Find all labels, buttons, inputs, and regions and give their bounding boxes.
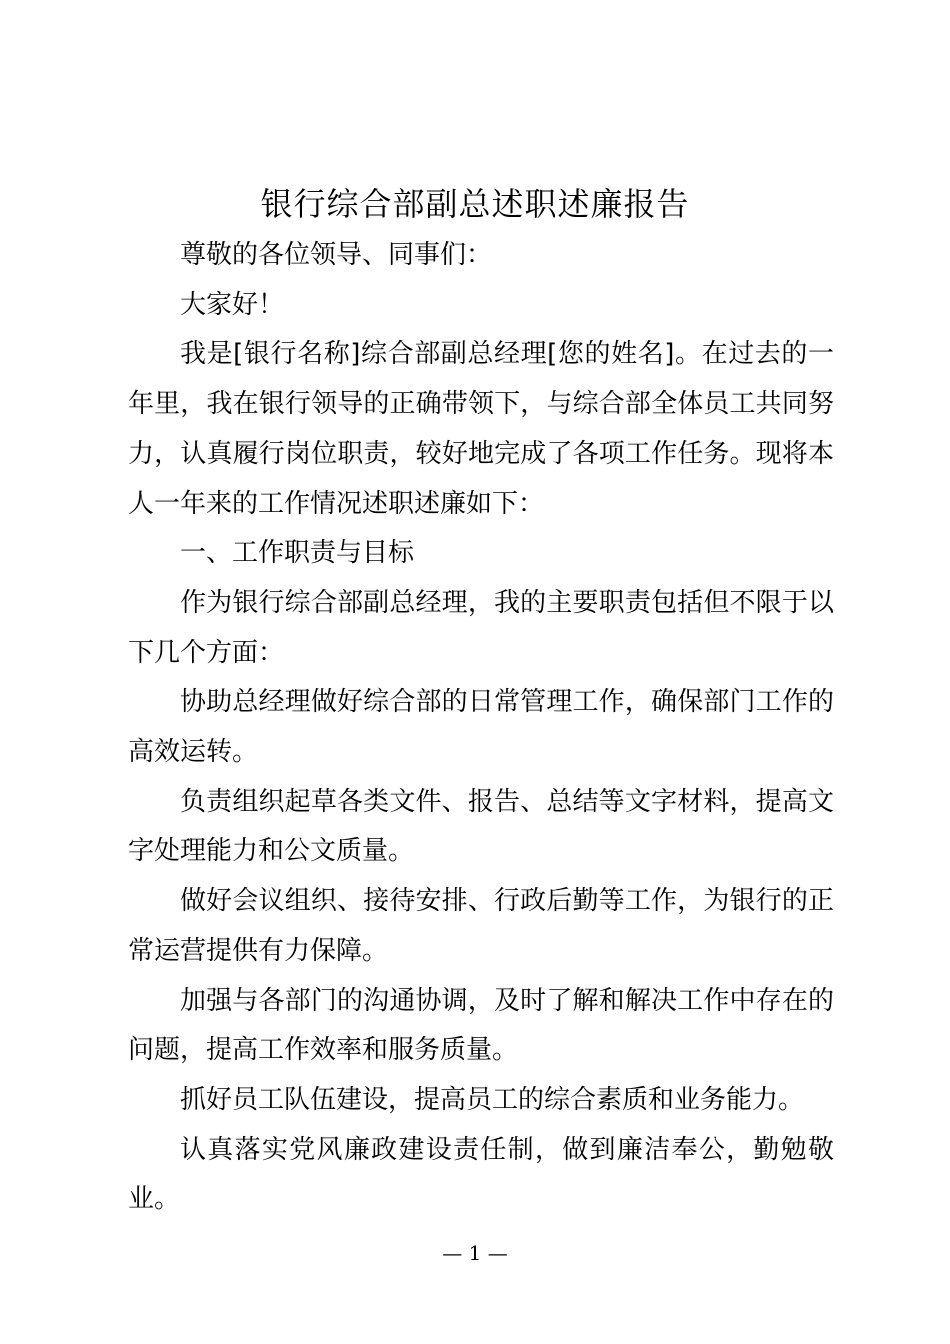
paragraph-hello: 大家好！	[180, 289, 285, 320]
paragraph-intro: 我是[银行名称]综合部副总经理[您的姓名]。在过去的一年里，我在银行领导的正确带领下，与综合部全体员工共同努力，认真履行岗位职责，较好地完成了各项工作任务。现将本人一年来的工作情况述职述廉如下：	[128, 339, 834, 519]
document-title: 银行综合部副总述职述廉报告	[260, 185, 690, 223]
paragraph-greeting: 尊敬的各位领导、同事们：	[180, 240, 493, 270]
paragraph-duty-5: 抓好员工队伍建设，提高员工的综合素质和业务能力。	[180, 1084, 805, 1115]
paragraph-duty-2: 负责组织起草各类文件、报告、总结等文字材料，提高文字处理能力和公文质量。	[128, 786, 834, 867]
section-heading-duties: 一、工作职责与目标	[180, 538, 415, 569]
page-number: — 1 —	[442, 1241, 508, 1265]
paragraph-duty-1: 协助总经理做好综合部的日常管理工作，确保部门工作的高效运转。	[128, 687, 834, 768]
paragraph-duties-intro: 作为银行综合部副总经理，我的主要职责包括但不限于以下几个方面：	[128, 587, 834, 668]
paragraph-duty-3: 做好会议组织、接待安排、行政后勤等工作，为银行的正常运营提供有力保障。	[128, 886, 834, 966]
document-body	[128, 231, 834, 1225]
paragraph-duty-6: 认真落实党风廉政建设责任制，做到廉洁奉公，勤勉敬业。	[128, 1134, 834, 1215]
paragraph-duty-4: 加强与各部门的沟通协调，及时了解和解决工作中存在的问题，提高工作效率和服务质量。	[128, 985, 834, 1066]
